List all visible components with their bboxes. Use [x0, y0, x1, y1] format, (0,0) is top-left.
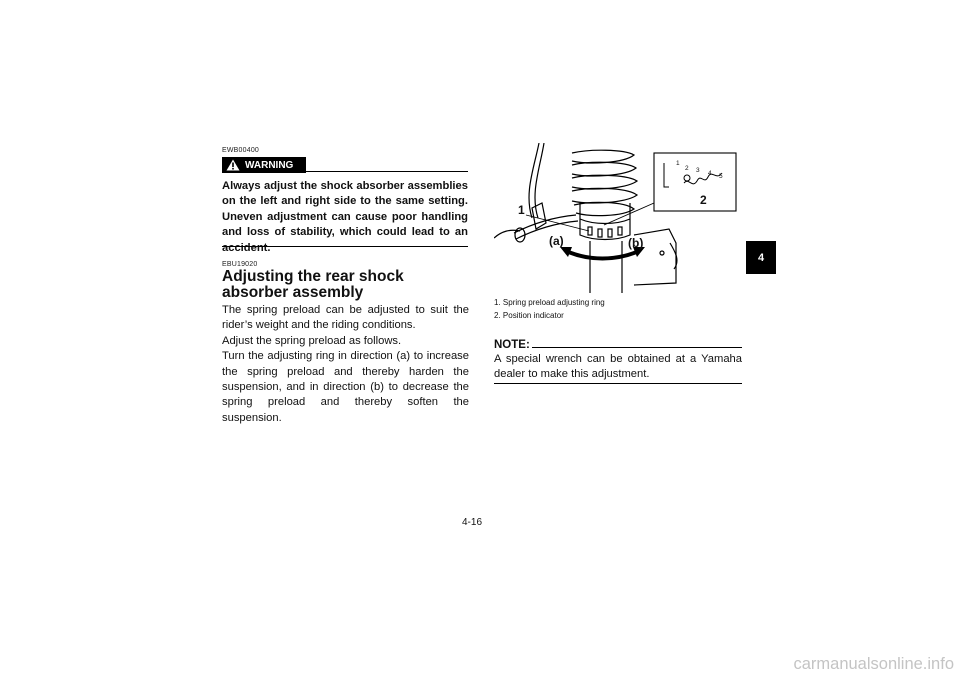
shock-absorber-illustration	[494, 143, 744, 293]
warning-bottom-rule	[222, 246, 468, 247]
section-body	[222, 303, 469, 426]
caption-text: Position indicator	[502, 311, 564, 320]
direction-b-label: (b)	[628, 236, 644, 250]
warning-top-rule	[306, 171, 468, 172]
body-paragraph: The spring preload can be adjusted to suit the rider’s weight and the riding conditions.	[222, 304, 469, 332]
warning-badge-label: WARNING	[245, 159, 294, 171]
caption-number: 2.	[494, 311, 501, 320]
position-indicator-inset	[654, 153, 736, 211]
body-paragraph: Adjust the spring preload as follows.	[222, 334, 402, 347]
body-paragraph: Turn the adjusting ring in direction (a) to increase the spring preload and thereby harden the suspension, and in direction (b) to decrease the spring preload and thereby soften the suspension.	[222, 350, 469, 424]
section-code: EBU19020	[222, 261, 258, 268]
note-bottom-rule	[494, 383, 742, 384]
callout-1: 1	[518, 203, 525, 217]
caption-number: 1.	[494, 298, 501, 307]
inset-position-1: 1	[676, 160, 680, 167]
spring-coils	[572, 150, 637, 215]
figure-caption-1	[494, 298, 605, 308]
inset-position-4: 4	[708, 170, 712, 177]
watermark: carmanualsonline.info	[793, 655, 954, 673]
direction-a-label: (a)	[549, 234, 564, 248]
warning-badge	[222, 157, 306, 173]
caption-text: Spring preload adjusting ring	[502, 298, 605, 307]
adjusting-ring	[580, 219, 630, 240]
warning-triangle-icon	[226, 159, 240, 171]
warning-text: Always adjust the shock absorber assemblies on the left and right side to the same setting. Uneven adjustment can cause poor handling and loss of stability, which could lead to an accident.	[222, 180, 468, 254]
note-label: NOTE:	[494, 339, 530, 351]
note-text: A special wrench can be obtained at a Yamaha dealer to make this adjustment.	[494, 353, 742, 381]
inset-position-2: 2	[685, 165, 689, 172]
warning-code: EWB00400	[222, 147, 260, 154]
section-title: Adjusting the rear shock absorber assembly	[222, 268, 404, 301]
figure-caption-2	[494, 311, 564, 321]
inset-position-3: 3	[696, 167, 700, 174]
note-top-rule	[532, 347, 742, 348]
page-number: 4-16	[462, 517, 483, 528]
inset-position-5: 5	[719, 173, 723, 180]
callout-2: 2	[700, 193, 707, 207]
chapter-tab: 4	[746, 241, 776, 274]
